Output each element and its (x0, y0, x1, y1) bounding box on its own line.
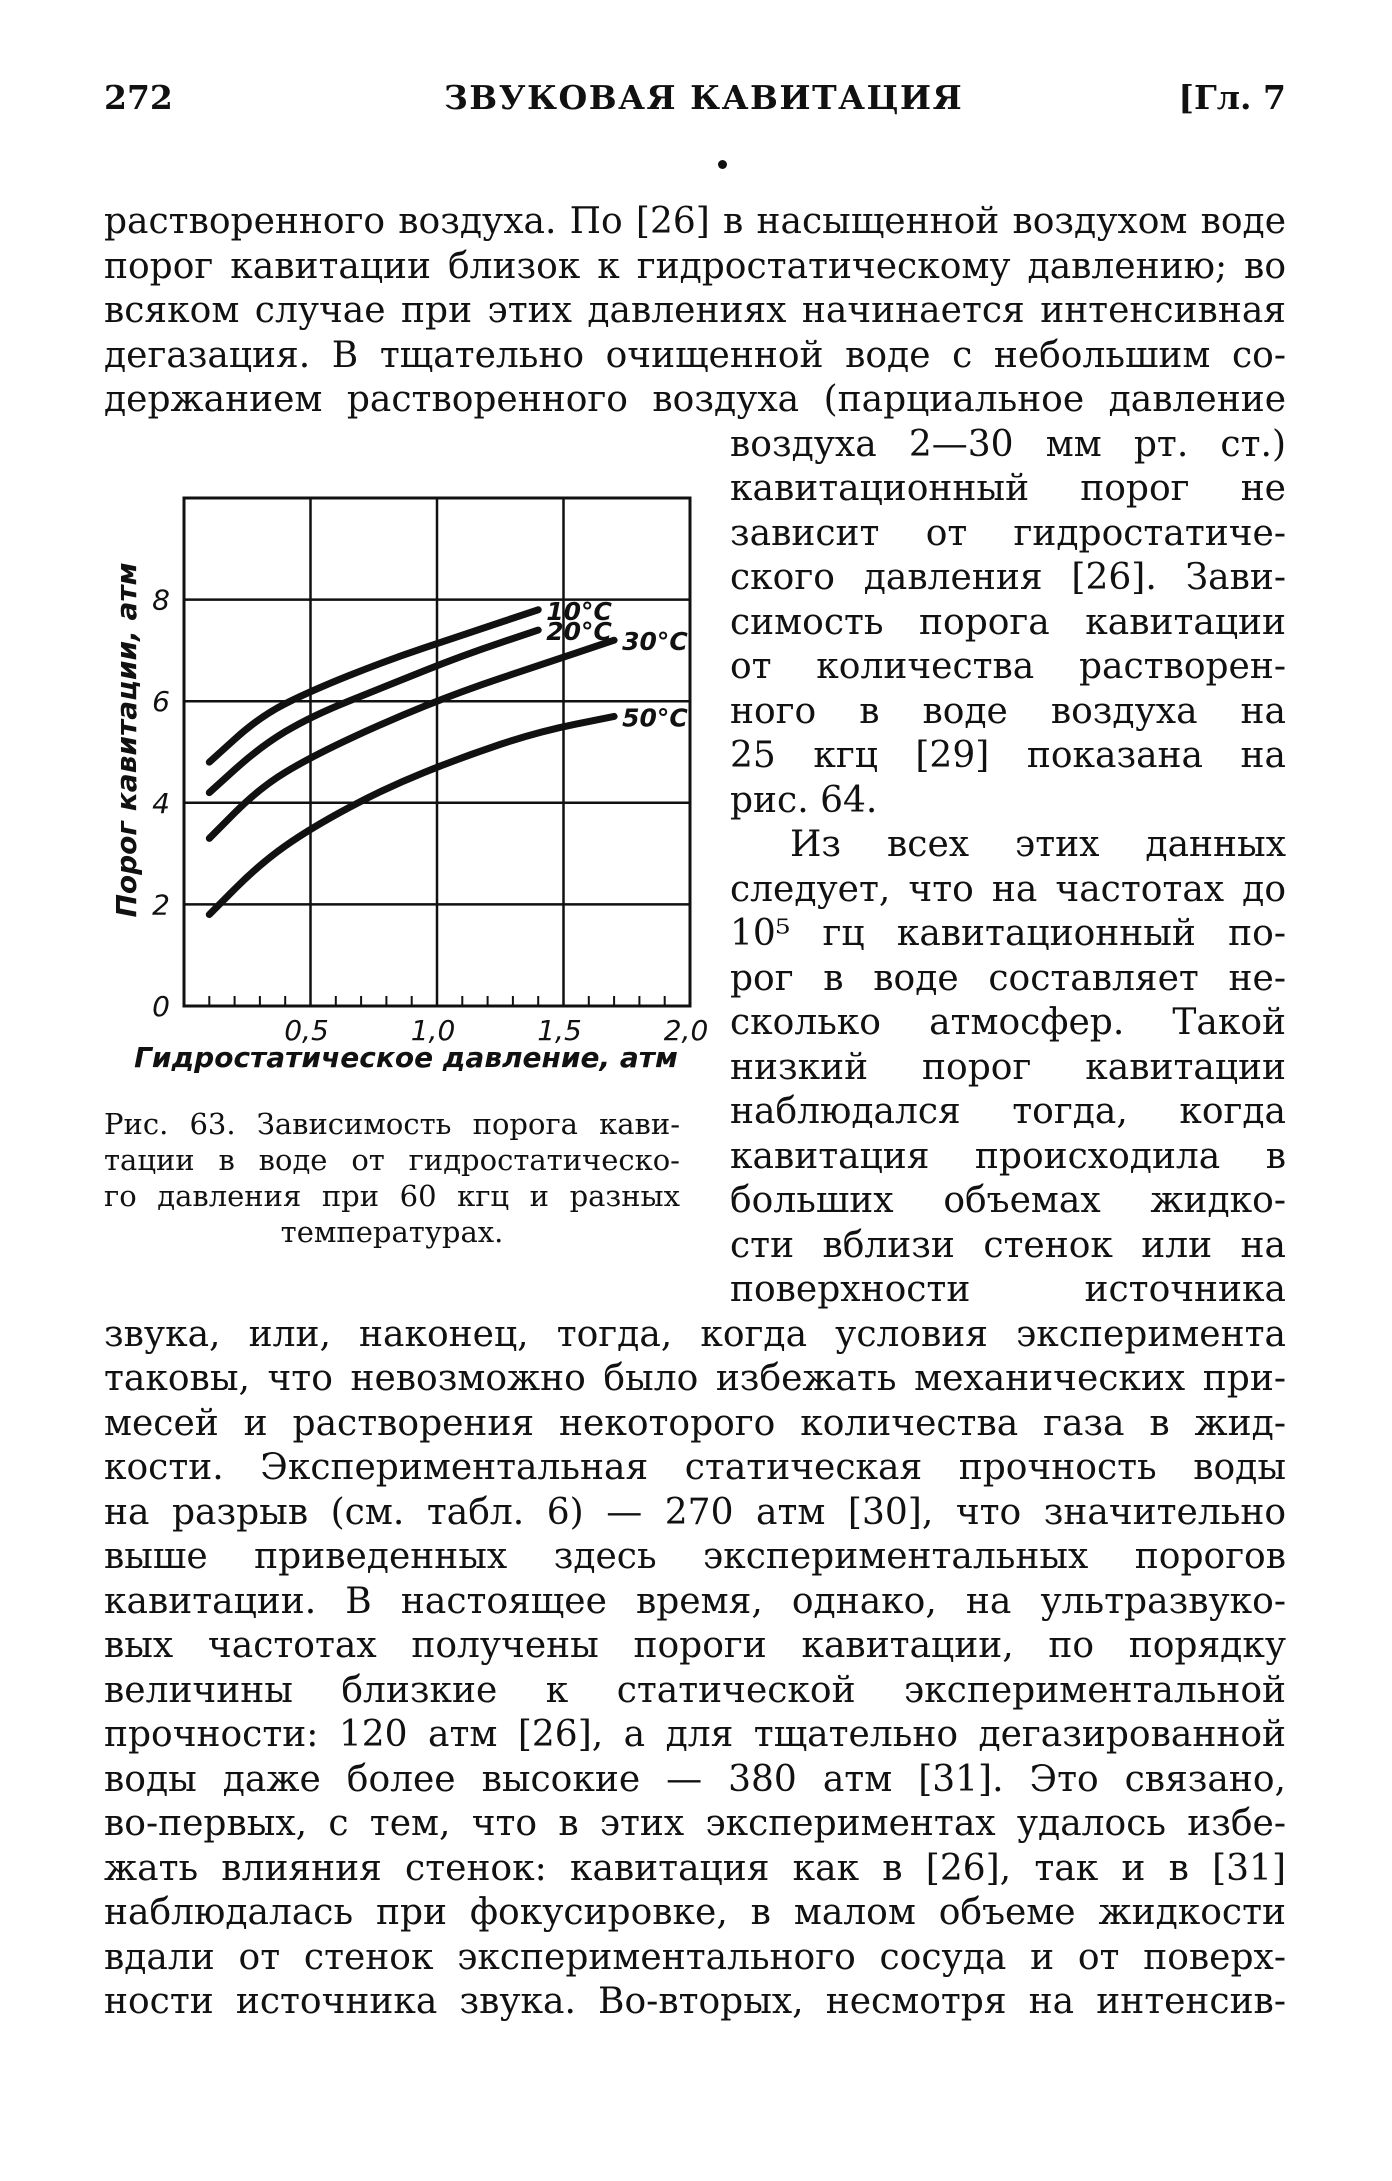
figure-caption-line: тации в воде от гидростатическо- (104, 1143, 680, 1177)
text-line: сти вблизи стенок или на (730, 1225, 1286, 1266)
text-line: на разрыв (см. табл. 6) — 270 атм [30], что значительно (104, 1492, 1286, 1533)
text-line: рог в воде составляет не- (730, 958, 1286, 999)
running-title: ЗВУКОВАЯ КАВИТАЦИЯ (444, 78, 964, 117)
text-line: месей и растворения некоторого количества газа в жид- (104, 1403, 1286, 1444)
series-label: 10°C (546, 596, 612, 626)
chapter-label: [Гл. 7 (1178, 78, 1286, 117)
text-line: дегазация. В тщательно очищенной воде с небольшим со- (104, 335, 1286, 376)
text-line: величины близкие к статической экспериментальной (104, 1670, 1286, 1711)
y-axis-label: Порог кавитации, атм (110, 562, 143, 918)
series-line (209, 610, 538, 762)
text-line: сколько атмосфер. Такой (730, 1002, 1286, 1043)
text-line: наблюдалась при фокусировке, в малом объеме жидкости (104, 1892, 1286, 1933)
x-tick-label: 0,5 (284, 1014, 329, 1047)
text-line: 25 кгц [29] показана на (730, 735, 1286, 776)
y-tick-label: 4 (152, 786, 170, 820)
text-line: прочности: 120 атм [26], а для тщательно дегазированной (104, 1714, 1286, 1755)
y-tick-label: 2 (152, 888, 170, 922)
text-line: наблюдался тогда, когда (730, 1091, 1286, 1132)
x-tick-label: 1,0 (410, 1014, 456, 1047)
series-label: 30°C (622, 627, 688, 657)
text-line: воды даже более высокие — 380 атм [31]. Это связано, (104, 1759, 1286, 1800)
text-line: зависит от гидростатиче- (730, 513, 1286, 554)
text-line: следует, что на частотах до (730, 869, 1286, 910)
text-line: держанием растворенного воздуха (парциальное давление (104, 379, 1286, 420)
series-label: 50°C (622, 703, 688, 733)
text-line: кавитации. В настоящее время, однако, на ультразвуко- (104, 1581, 1286, 1622)
text-line: вых частотах получены пороги кавитации, по порядку (104, 1625, 1286, 1666)
text-line: низкий порог кавитации (730, 1047, 1286, 1088)
text-line: воздуха 2—30 мм рт. ст.) (730, 424, 1286, 465)
text-line: выше приведенных здесь экспериментальных порогов (104, 1536, 1286, 1577)
figure-caption-line: Рис. 63. Зависимость порога кави- (104, 1107, 680, 1141)
cavitation-threshold-chart (100, 478, 720, 1098)
text-line: больших объемах жидко- (730, 1180, 1286, 1221)
text-line: растворенного воздуха. По [26] в насыщенной воздухом воде (104, 201, 1286, 242)
series-line (209, 716, 614, 914)
figure-caption-line: температурах. (280, 1215, 504, 1249)
text-line: ного в воде воздуха на (730, 691, 1286, 732)
ornament-dot (718, 160, 727, 169)
text-line: кавитационный порог не (730, 468, 1286, 509)
text-line: звука, или, наконец, тогда, когда условия эксперимента (104, 1314, 1286, 1355)
text-line: 10⁵ гц кавитационный по- (730, 913, 1286, 954)
page-header (104, 78, 1286, 126)
chart-series (209, 610, 614, 915)
text-line: от количества растворен- (730, 646, 1286, 687)
text-line: таковы, что невозможно было избежать механических при- (104, 1358, 1286, 1399)
text-line: во-первых, с тем, что в этих экспериментах удалось избе- (104, 1803, 1286, 1844)
page-number: 272 (104, 78, 173, 117)
y-tick-label: 6 (152, 685, 170, 719)
series-line (209, 630, 538, 793)
text-line: порог кавитации близок к гидростатическому давлению; во (104, 246, 1286, 287)
text-line: Из всех этих данных (790, 824, 1286, 865)
chart-labels (546, 597, 688, 733)
text-line: ского давления [26]. Зави- (730, 557, 1286, 598)
x-tick-label: 1,5 (537, 1014, 582, 1047)
text-line: ности источника звука. Во-вторых, несмотря на интенсив- (104, 1981, 1286, 2022)
text-line: симость порога кавитации (730, 602, 1286, 643)
y-tick-label: 0 (152, 990, 170, 1023)
series-label: 20°C (546, 617, 612, 647)
text-line: всяком случае при этих давлениях начинается интенсивная (104, 290, 1286, 331)
text-line: кавитация происходила в (730, 1136, 1286, 1177)
text-line: жать влияния стенок: кавитация как в [26], так и в [31] (104, 1848, 1286, 1889)
text-line: рис. 64. (730, 780, 878, 821)
x-tick-label: 2,0 (663, 1014, 709, 1047)
y-tick-label: 8 (152, 583, 170, 617)
figure-caption-line: го давления при 60 кгц и разных (104, 1179, 680, 1213)
x-axis-label: Гидростатическое давление, атм (134, 1041, 678, 1074)
text-line: вдали от стенок экспериментального сосуда и от поверх- (104, 1937, 1286, 1978)
text-line: поверхности источника (730, 1269, 1286, 1310)
text-line: кости. Экспериментальная статическая прочность воды (104, 1447, 1286, 1488)
